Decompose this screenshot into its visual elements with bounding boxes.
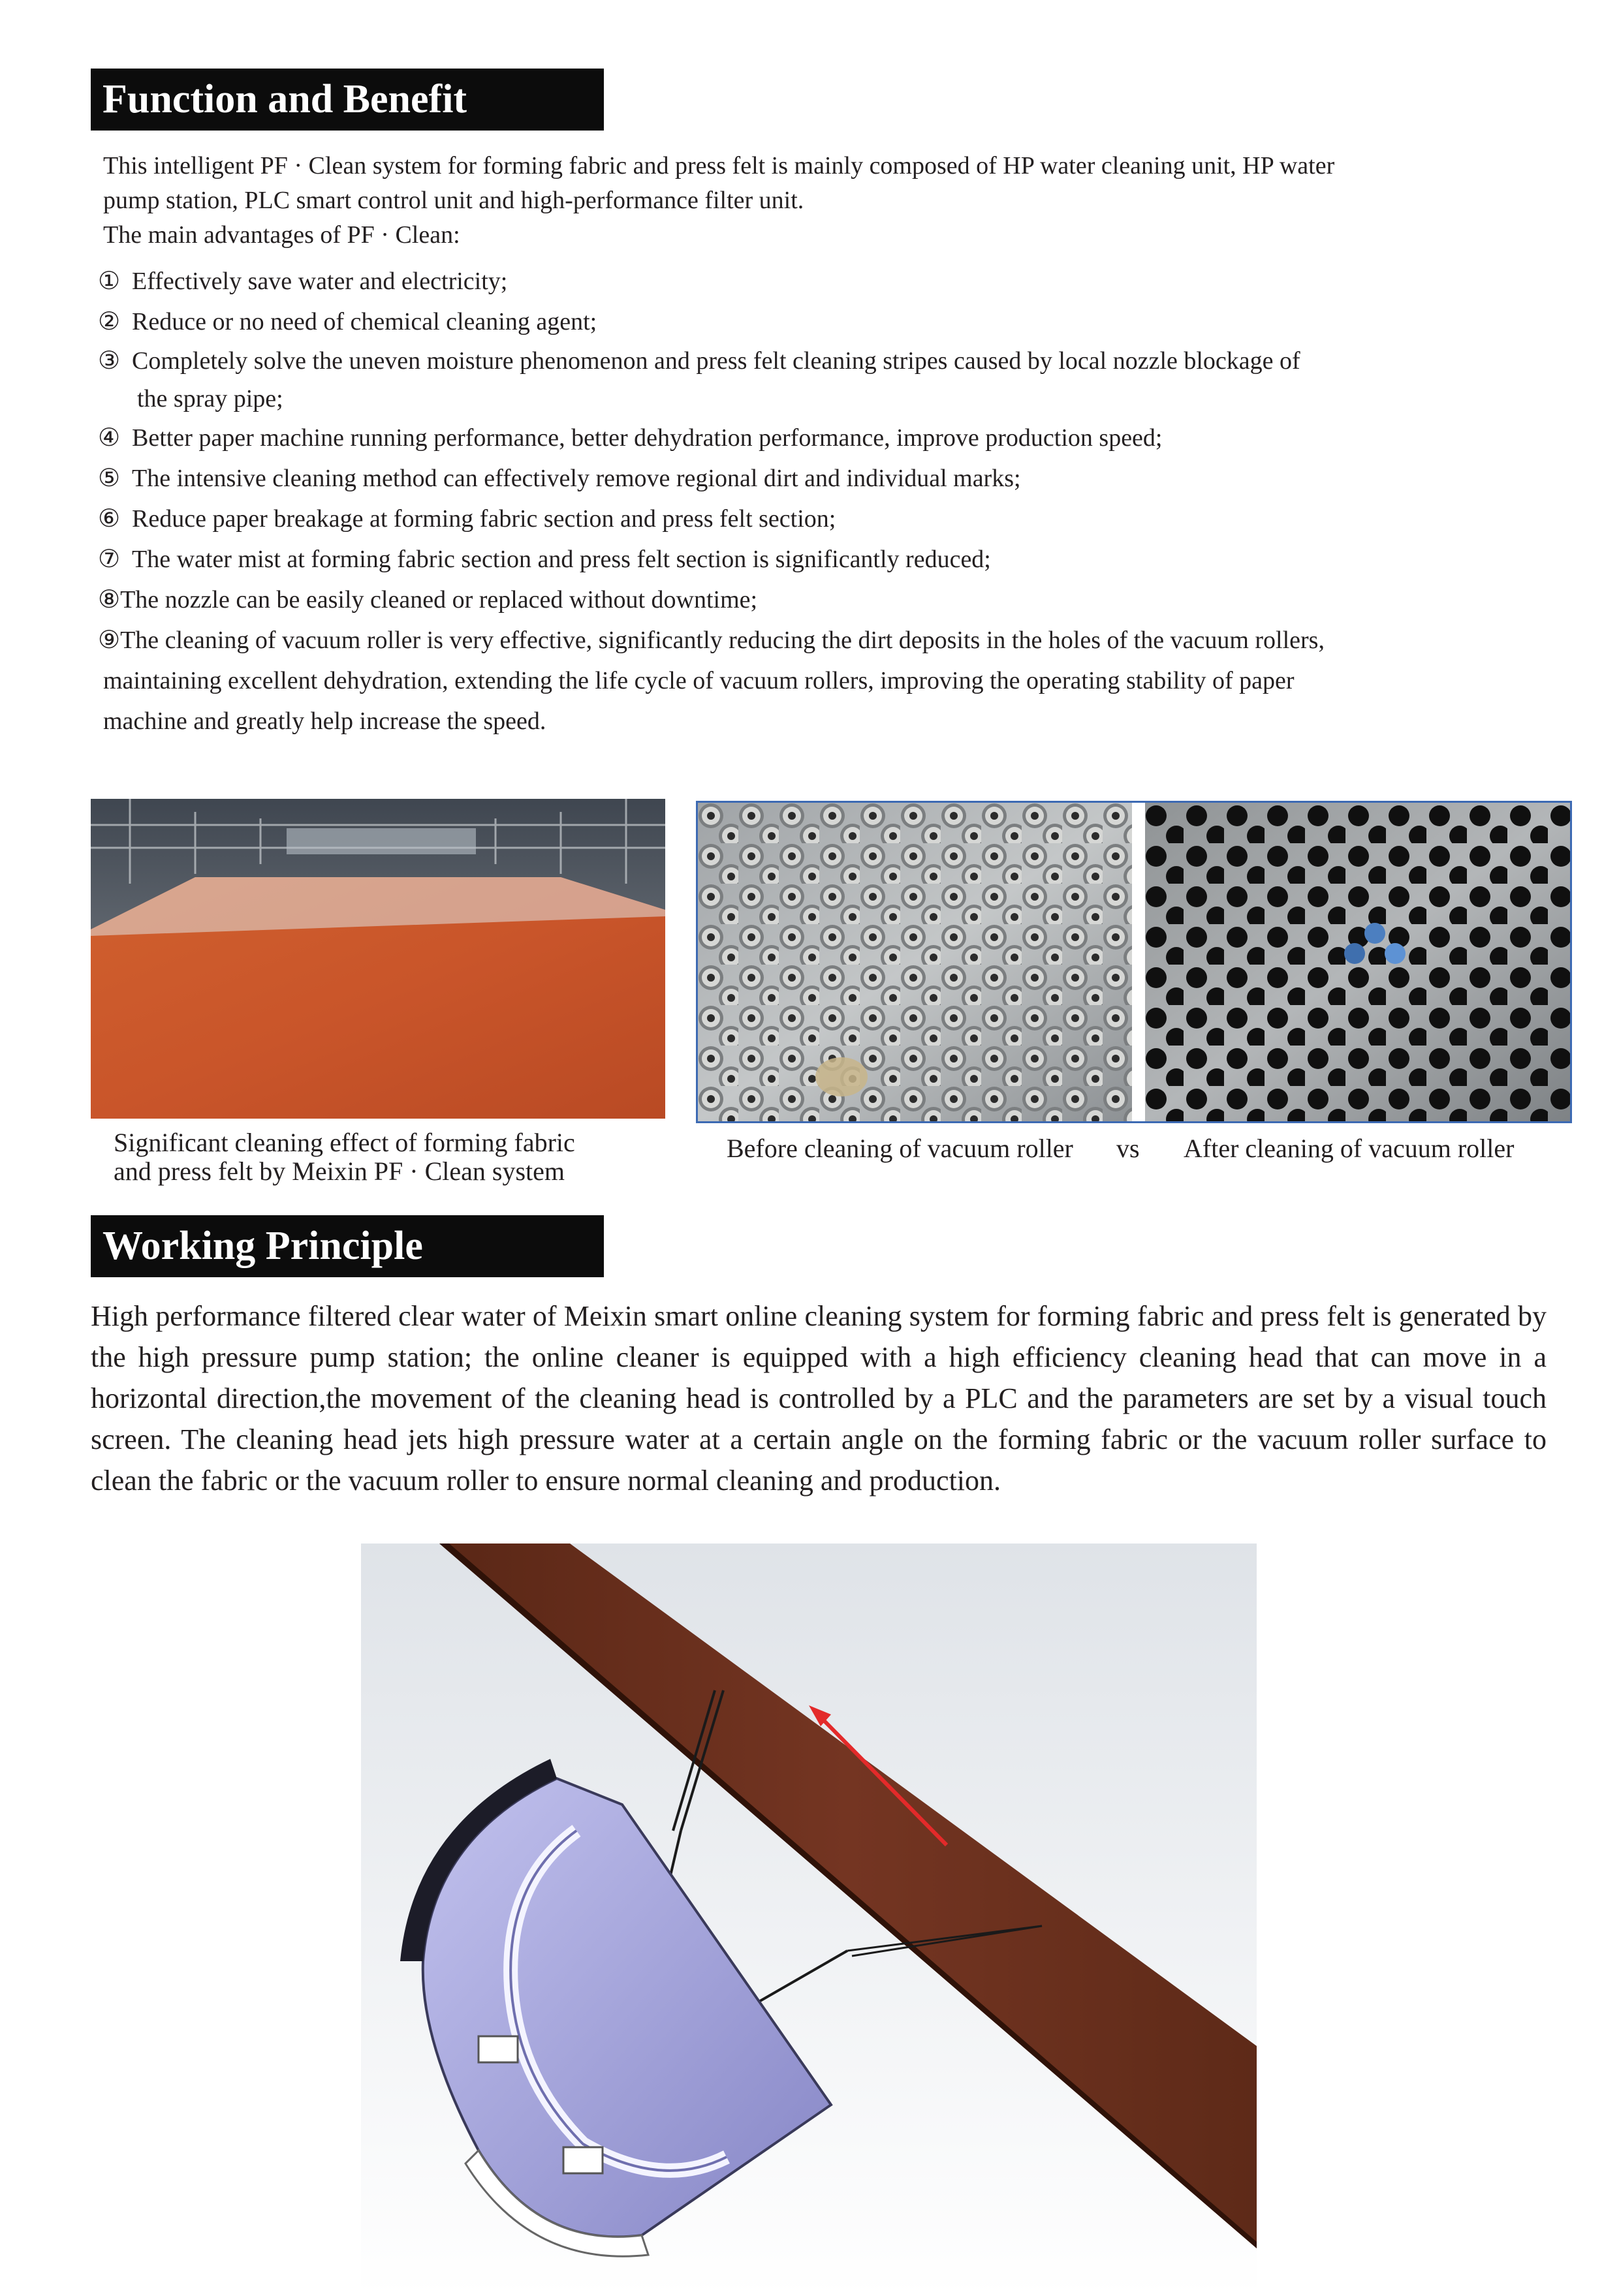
intro-line: This intelligent PF · Clean system for forming fabric and press felt is mainly composed of HP water cleaning unit, HP water xyxy=(103,152,1335,179)
after-caption: After cleaning of vacuum roller xyxy=(1184,1134,1515,1163)
list-item: ① Effectively save water and electricity; xyxy=(98,268,508,295)
intro-paragraph xyxy=(103,149,1526,253)
list-item: ⑤ The intensive cleaning method can effectively remove regional dirt and individual marks; xyxy=(98,465,1021,492)
cleaning-head-diagram xyxy=(361,1544,1257,2296)
function-benefit-heading: Function and Benefit xyxy=(91,69,604,131)
advantages-title: The main advantages of PF · Clean: xyxy=(103,221,460,249)
list-item: ⑨The cleaning of vacuum roller is very effective, significantly reducing the dirt deposits in the holes of the vacuum rollers, maintaining excellent dehydration, extending the life cycle of vacuum rollers, improving the operating stability of paper machine and greatly help increase the speed. xyxy=(98,627,1325,735)
advantages-list xyxy=(98,261,1534,741)
felt-photo xyxy=(91,799,665,1119)
list-item: ⑦ The water mist at forming fabric section and press felt section is significantly reduced; xyxy=(98,546,991,573)
vs-label: vs xyxy=(1116,1134,1140,1163)
list-item: ④ Better paper machine running performance, better dehydration performance, improve production speed; xyxy=(98,424,1163,452)
list-item: ⑧The nozzle can be easily cleaned or replaced without downtime; xyxy=(98,586,758,613)
before-after-photos xyxy=(698,803,1570,1121)
felt-caption: Significant cleaning effect of forming fabric and press felt by Meixin PF · Clean system xyxy=(114,1128,575,1186)
intro-line: pump station, PLC smart control unit and high-performance filter unit. xyxy=(103,187,804,214)
vacuum-roller-comparison xyxy=(696,801,1572,1123)
list-item: ③ Completely solve the uneven moisture phenomenon and press felt cleaning stripes caused by local nozzle blockage of the spray pipe; xyxy=(98,347,1300,412)
working-principle-paragraph: High performance filtered clear water of Meixin smart online cleaning system for forming fabric and press felt is generated by the high pressure pump station; the online cleaner is equipped with a high efficiency cleaning head that can move in a horizontal direction,the movement of the cleaning head is controlled by a PLC and the parameters are set by a visual touch screen. The cleaning head jets high pressure water at a certain angle on the forming fabric or the vacuum roller surface to clean the fabric or the vacuum roller to ensure normal cleaning and production. xyxy=(91,1300,1547,1497)
working-principle-heading: Working Principle xyxy=(91,1215,604,1277)
list-item: ⑥ Reduce paper breakage at forming fabric section and press felt section; xyxy=(98,505,836,533)
before-caption: Before cleaning of vacuum roller xyxy=(727,1134,1073,1163)
list-item: ② Reduce or no need of chemical cleaning agent; xyxy=(98,308,597,335)
